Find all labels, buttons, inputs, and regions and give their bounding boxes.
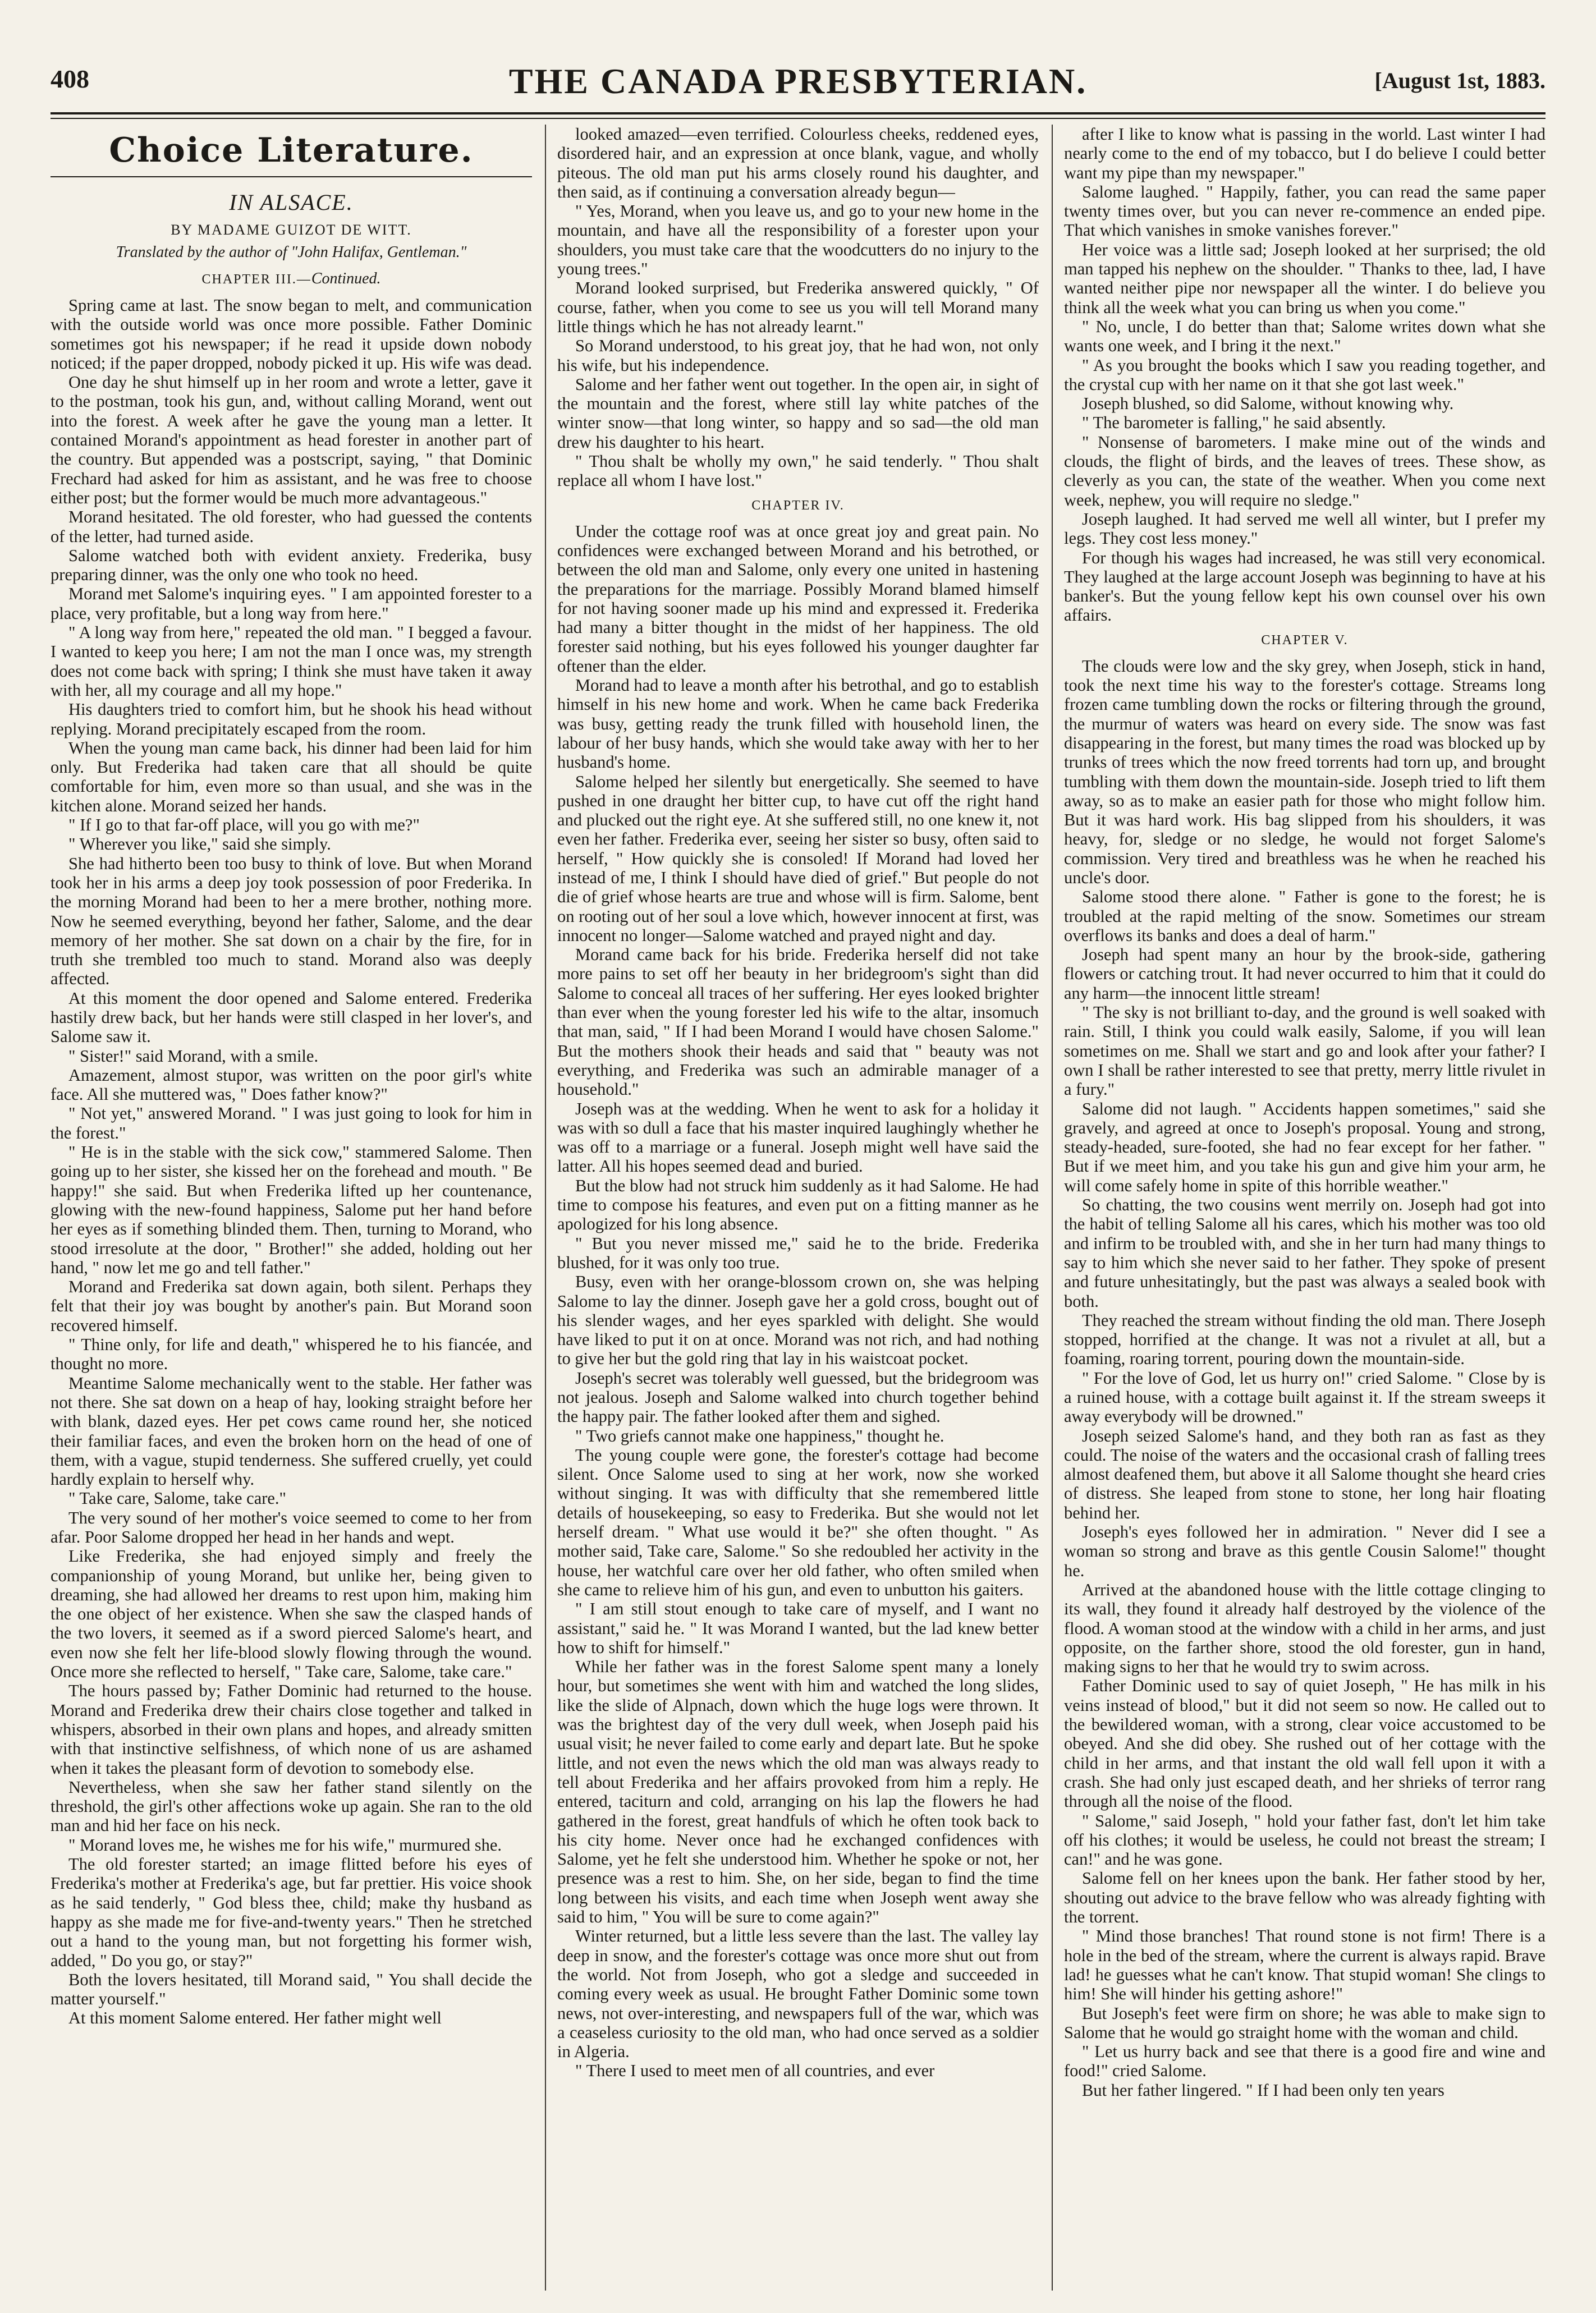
paragraph: Amazement, almost stupor, was written on the poor girl's white face. All she muttered was, " Does father know?" [51, 1065, 532, 1104]
paragraph: Busy, even with her orange-blossom crown on, she was helping Salome to lay the dinner. Joseph gave her a gold cross, bought out of his slender wages, and her eyes sparkled with delight. She would have liked to put it on at once. Morand was not rich, and had nothing to give her but the gold ring that lay in his waistcoat pocket. [557, 1272, 1039, 1369]
col1-body [51, 296, 532, 2028]
paragraph: " I am still stout enough to take care of myself, and I want no assistant," said he. " It was Morand I wanted, but the lad knew better how to shift for himself." [557, 1599, 1039, 1657]
masthead [51, 61, 1545, 112]
paragraph: " He is in the stable with the sick cow," stammered Salome. Then going up to her sister, she kissed her on the forehead and mouth. " Be happy!" she said. But when Frederika lifted up her countenance, glowing with the new-found happiness, Salome put her hand before her eyes as if something blinded them. Then, turning to Morand, who stood irresolute at the door, " Brother!" she added, holding out her hand, " now let me go and tell father." [51, 1142, 532, 1277]
paragraph: " Yes, Morand, when you leave us, and go to your new home in the mountain, and have all the responsibility of a forester upon your shoulders, you must take care that the woodcutters do no injury to the young trees." [557, 201, 1039, 279]
column-divider [545, 125, 546, 2291]
column-1 [51, 125, 532, 2291]
paragraph: They reached the stream without finding the old man. There Joseph stopped, horrified at the change. It was not a rivulet at all, but a foaming, roaring torrent, pouring down the mountain-side. [1064, 1310, 1545, 1369]
paragraph: " For the love of God, let us hurry on!" cried Salome. " Close by is a ruined house, with a cottage built against it. If the stream sweeps it away everybody will be drowned." [1064, 1368, 1545, 1426]
paragraph: She had hitherto been too busy to think of love. But when Morand took her in his arms a deep joy took possession of poor Frederika. In the morning Morand had been to her a mere brother, nothing more. Now he seemed everything, beyond her father, Salome, and the dear memory of her mother. She sat down on a chair by the fire, for in truth she trembled too much to stand. Morand also was deeply affected. [51, 853, 532, 989]
paragraph: " Thine only, for life and death," whispered he to his fiancée, and thought no more. [51, 1335, 532, 1374]
paragraph: Salome watched both with evident anxiety. Frederika, busy preparing dinner, was the only one who took no heed. [51, 545, 532, 585]
paragraph: " No, uncle, I do better than that; Salome writes down what she wants one week, and I bring it the next." [1064, 316, 1545, 356]
paragraph: But the blow had not struck him suddenly as it had Salome. He had time to compose his features, and even put on a fitting manner as he apologized for his long absence. [557, 1176, 1039, 1234]
section-title: Choice Literature. [51, 127, 532, 177]
col3-body [1064, 125, 1545, 625]
chapter-heading: CHAPTER III.—Continued. [201, 270, 381, 287]
paragraph: Nevertheless, when she saw her father stand silently on the threshold, the girl's other affections woke up again. She ran to the old man and hid her face on his neck. [51, 1777, 532, 1835]
column-2 [557, 125, 1039, 2291]
paragraph: When the young man came back, his dinner had been laid for him only. But Frederika had taken care that all should be quite comfortable for him, even more so than usual, and she was in the kitchen alone. Morand seized her hands. [51, 738, 532, 815]
chapter-3-title: CHAPTER III. [201, 272, 297, 287]
paragraph: Father Dominic used to say of quiet Joseph, " He has milk in his veins instead of blood," but it did not seem so now. He called out to the bewildered woman, with a strong, clear voice accustomed to be obeyed. And she did obey. She rushed out of her cottage with the child in her arms, and that instant the old wall fell upon it with a crash. She had only just escaped death, and her shrieks of terror rang through all the noise of the flood. [1064, 1676, 1545, 1811]
paragraph: Salome and her father went out together. In the open air, in sight of the mountain and the forest, where still lay white patches of the winter snow—that long winter, so happy and so sad—the old man drew his daughter to his heart. [557, 374, 1039, 452]
translator-credit: Translated by the author of "John Halifax, Gentleman." [116, 244, 467, 261]
paragraph: Joseph seized Salome's hand, and they both ran as fast as they could. The noise of the waters and the occasional crash of falling trees almost deafened them, but above it all Salome thought she heard cries of distress. She leaped from stone to stone, her long hair floating behind her. [1064, 1426, 1545, 1522]
paragraph: The clouds were low and the sky grey, when Joseph, stick in hand, took the next time his way to the forester's cottage. Streams long frozen came tumbling down the rocks or filtering through the ground, the murmur of waters was heard on every side. The snow was fast disappearing in the forest, but many times the road was blocked up by trunks of trees which the now freed torrents had torn up, and brought tumbling with them down the mountain-side. Joseph tried to lift them away, so as to make an easier path for those who might follow him. But it was hard work. His bag slipped from his shoulders, it was heavy, for, sledge or no sledge, he would not forget Salome's commission. Very tired and breathless was he when he reached his uncle's door. [1064, 656, 1545, 887]
paragraph: Winter returned, but a little less severe than the last. The valley lay deep in snow, and the forester's cottage was once more shut out from the world. Not from Joseph, who got a sledge and succeeded in coming every week as usual. He brought Father Dominic some town news, not over-interesting, and newspapers full of the war, which was a ceaseless curiosity to the old man, who had once served as a soldier in Algeria. [557, 1926, 1039, 2062]
paragraph: " Salome," said Joseph, " hold your father fast, don't let him take off his clothes; it would be useless, he could not breast the stream; I can!" and he was gone. [1064, 1811, 1545, 1869]
paragraph: " Wherever you like," said she simply. [68, 834, 331, 854]
paragraph: Under the cottage roof was at once great joy and great pain. No confidences were exchanged between Morand and his betrothed, or between the old man and Salome, only every one united in hastening the preparations for the marriage. Possibly Morand blamed himself for not having sooner made up his mind and expressed it. Frederika had many a bitter thought in the midst of her happiness. The old forester said nothing, but his eyes followed his younger daughter far oftener than the elder. [557, 521, 1039, 676]
paragraph: Morand hesitated. The old forester, who had guessed the contents of the letter, had turned aside. [51, 507, 532, 546]
col2-ch4-body [557, 522, 1039, 2081]
paragraph: Joseph's secret was tolerably well guessed, but the bridegroom was not jealous. Joseph and Salome walked into church together behind the happy pair. The father looked after them and sighed. [557, 1368, 1039, 1426]
paragraph: So chatting, the two cousins went merrily on. Joseph had got into the habit of telling Salome all his cares, which his mother was too old and infirm to be troubled with, and she in her turn had many things to say to him which she never said to her father. They spoke of present and future unhesitatingly, but the past was always a sealed book with both. [1064, 1195, 1545, 1311]
paragraph: At this moment Salome entered. Her father might well [68, 2008, 442, 2028]
paragraph: The young couple were gone, the forester's cottage had become silent. Once Salome used to sing at her work, now she worked without singing. It was with difficulty that she remembered little details of housekeeping, so easy to Frederika. But she would not let herself dream. " What use would it be?" she often thought. " As mother said, Take care, Salome." So she redoubled her activity in the house, her watchful care over her old father, who often smiled when she came to relieve him of his gun, and even to unbutton his gaiters. [557, 1445, 1039, 1599]
paragraph: " Two griefs cannot make one happiness," thought he. [575, 1426, 944, 1445]
paragraph: Joseph blushed, so did Salome, without knowing why. [1082, 394, 1454, 414]
paragraph: " A long way from here," repeated the old man. " I begged a favour. I wanted to keep you here; I am not the man I once was, my strength does not come back with spring; I think she must have taken it away with her, all my courage and all my hope." [51, 623, 532, 700]
paragraph: " The sky is not brilliant to-day, and the ground is well soaked with rain. Still, I think you could walk easily, Salome, if you will lean sometimes on me. Shall we start and go and look after your father? I own I shall be rather interested to see that pretty, merry little rivulet in a fury." [1064, 1003, 1545, 1099]
paragraph: " If I go to that far-off place, will you go with me?" [68, 815, 420, 835]
col2-body [557, 125, 1039, 490]
column-3 [1064, 125, 1545, 2291]
paragraph: The old forester started; an image flitted before his eyes of Frederika's mother at Frederika's age, but far prettier. His voice shook as he said tenderly, " God bless thee, child; make thy husband as happy as she made me for five-and-twenty years." Then he stretched out a hand to the young man, but not forgetting his former wish, added, " Do you go, or stay?" [51, 1855, 532, 1970]
paragraph: One day he shut himself up in her room and wrote a letter, gave it to the postman, took his gun, and, without calling Morand, went out into the forest. A week after he gave the young man a letter. It contained Morand's appointment as head forester in another part of the country. But appended was a postscript, saying, " that Dominic Frechard had asked for him as assistant, and he was free to choose either post; but the former would be much more advantageous." [51, 373, 532, 507]
paragraph: Both the lovers hesitated, till Morand said, " You shall decide the matter yourself." [51, 1970, 532, 2009]
paragraph: So Morand understood, to his great joy, that he had won, not only his wife, but his independence. [557, 336, 1039, 375]
paragraph: " Thou shalt be wholly my own," he said tenderly. " Thou shalt replace all whom I have lost." [557, 452, 1039, 490]
issue-date: [August 1st, 1883. [1374, 68, 1545, 93]
column-divider [1052, 125, 1053, 2291]
paragraph: " Let us hurry back and see that there is a good fire and wine and food!" cried Salome. [1064, 2042, 1545, 2081]
paragraph: " Mind those branches! That round stone is not firm! There is a hole in the bed of the stream, where the current is always rapid. Brave lad! he guesses what he can't know. That stupid woman! She clings to him! She will hinder his getting ashore!" [1064, 1926, 1545, 2004]
paragraph: Salome helped her silently but energetically. She seemed to have pushed in one draught her bitter cup, to have cut off the right hand and plucked out the right eye. At she suffered still, no one knew it, not even her father. Frederika ever, seeing her sister so busy, often said to herself, " How quickly she is consoled! If Morand had loved her instead of me, I think I should have died of grief." But people do not die of grief whose hearts are true and whose will is firm. Salome, bent on rooting out of her soul a love which, however innocent at first, was innocent no longer—Salome watched and prayed night and day. [557, 772, 1039, 945]
paragraph: At this moment the door opened and Salome entered. Frederika hastily drew back, but her hands were still clasped in her lover's, and Salome saw it. [51, 988, 532, 1047]
paragraph: Joseph was at the wedding. When he went to ask for a holiday it was with so dull a face that his master inquired laughingly whether he was off to a marriage or a funeral. Joseph might well have said the latter. All his hopes seemed dead and buried. [557, 1099, 1039, 1176]
paragraph: " There I used to meet men of all countries, and ever [575, 2061, 935, 2081]
publication-title: THE CANADA PRESBYTERIAN. [508, 61, 1088, 101]
chapter-5-heading: CHAPTER V. [1261, 632, 1349, 648]
paragraph: But her father lingered. " If I had been only ten years [1082, 2080, 1444, 2100]
paragraph: " The barometer is falling," he said absently. [1082, 413, 1386, 433]
paragraph: " Take care, Salome, take care." [68, 1489, 286, 1508]
paragraph: Salome stood there alone. " Father is gone to the forest; he is troubled at the rapid melting of the snow. Sometimes our stream overflows its banks and does a deal of harm." [1064, 887, 1545, 945]
paragraph: For though his wages had increased, he was still very economical. They laughed at the large account Joseph was beginning to have at his banker's. But the young fellow kept his own counsel over his own affairs. [1064, 548, 1545, 625]
paragraph: His daughters tried to comfort him, but he shook his head without replying. Morand precipitately escaped from the room. [51, 700, 532, 738]
paragraph: Joseph laughed. It had served me well all winter, but I prefer my legs. They cost less money." [1064, 509, 1545, 548]
paragraph: after I like to know what is passing in the world. Last winter I had nearly come to the end of my tobacco, but I do believe I could better want my pipe than my newspaper." [1064, 125, 1545, 182]
masthead-rule [51, 112, 1545, 114]
paragraph: " As you brought the books which I saw you reading together, and the crystal cup with her name on it that she got last week." [1064, 355, 1545, 394]
paragraph: Arrived at the abandoned house with the little cottage clinging to its wall, they found it already half destroyed by the violence of the flood. A woman stood at the window with a child in her arms, and just opposite, on the farther shore, stood the old forester, gun in hand, making signs to her that he would try to swim across. [1064, 1580, 1545, 1677]
paragraph: Meantime Salome mechanically went to the stable. Her father was not there. She sat down on a heap of hay, looking straight before her with blank, dazed eyes. Her pet cows came round her, she noticed their familiar faces, and even the broken horn on the head of one of them, with a vague, stupid tenderness. She suffered cruelly, yet could hardly explain to herself why. [51, 1373, 532, 1489]
col3-ch5-body [1064, 657, 1545, 2100]
chapter-3-continued: Continued. [311, 270, 381, 287]
paragraph: Morand and Frederika sat down again, both silent. Perhaps they felt that their joy was bought by another's pain. But Morand soon recovered himself. [51, 1277, 532, 1335]
paragraph: Morand met Salome's inquiring eyes. " I am appointed forester to a place, very profitable, but a long way from here." [51, 584, 532, 623]
paragraph: Morand had to leave a month after his betrothal, and go to establish himself in his new home and work. When he came back Frederika was busy, getting ready the trunk filled with household linen, the labour of her busy hands, which she would take away with her to her husband's home. [557, 676, 1039, 772]
paragraph: Salome did not laugh. " Accidents happen sometimes," said she gravely, and agreed at once to Joseph's proposal. Young and strong, steady-headed, sure-footed, she had no fear except for her father. " But if we meet him, and you take his gun and give him your arm, he will come safely home in spite of this horrible weather." [1064, 1099, 1545, 1195]
page-number: 408 [51, 65, 89, 93]
paragraph: But Joseph's feet were firm on shore; he was able to make sign to Salome that he would go straight home with the woman and child. [1064, 2003, 1545, 2042]
paragraph: Like Frederika, she had enjoyed simply and freely the companionship of young Morand, but unlike her, being given to dreaming, she had allowed her dreams to rest upon him, making him the one object of her existence. When she saw the clasped hands of the two lovers, it seemed as if a sword pierced Salome's heart, and even now she felt her life-blood slowly flowing through the wound. Once more she reflected to herself, " Take care, Salome, take care." [51, 1546, 532, 1682]
paragraph: Spring came at last. The snow began to melt, and communication with the outside world was once more possible. Father Dominic sometimes got his newspaper; if he read it upside down nobody noticed; if the paper dropped, nobody picked it up. His wife was dead. [51, 296, 532, 373]
byline: BY MADAME GUIZOT DE WITT. [171, 222, 412, 238]
paragraph: " Sister!" said Morand, with a smile. [68, 1046, 319, 1066]
paragraph: looked amazed—even terrified. Colourless cheeks, reddened eyes, disordered hair, and an expression at once blank, vague, and wholly piteous. The old man put his arms closely round his daughter, and then said, as if continuing a conversation already begun— [557, 125, 1039, 201]
chapter-4-heading: CHAPTER IV. [751, 498, 845, 513]
paragraph: The hours passed by; Father Dominic had returned to the house. Morand and Frederika drew their chairs close together and talked in whispers, absorbed in their own plans and hopes, and already smitten with that instinctive selfishness, of which none of us are ashamed when it takes the pleasant form of devotion to somebody else. [51, 1681, 532, 1778]
paragraph: Morand looked surprised, but Frederika answered quickly, " Of course, father, when you come to see us you will tell Morand many little things which he has not already learnt." [557, 278, 1039, 336]
paragraph: Her voice was a little sad; Joseph looked at her surprised; the old man tapped his nephew on the shoulder. " Thanks to thee, lad, I have wanted neither pipe nor newspaper all the winter. I do believe you think all the week what you can bring us when you come." [1064, 240, 1545, 317]
masthead-rule-thin [51, 118, 1545, 119]
paragraph: Salome fell on her knees upon the bank. Her father stood by her, shouting out advice to the brave fellow who was already fighting with the torrent. [1064, 1869, 1545, 1927]
paragraph: The very sound of her mother's voice seemed to come to her from afar. Poor Salome dropped her head in her hands and wept. [51, 1508, 532, 1546]
paragraph: " Not yet," answered Morand. " I was just going to look for him in the forest." [51, 1104, 532, 1142]
paragraph: While her father was in the forest Salome spent many a lonely hour, but sometimes she went with him and watched the long slides, like the slide of Alpnach, down which the huge logs were thrown. It was the brightest day of the very dull week, when Joseph paid his usual visit; he never failed to come early and depart late. But he spoke little, and not even the news which the old man was always ready to tell about Frederika and her affairs provoked from him a reply. He entered, taciturn and cold, arranging on his lap the flowers he had gathered in the forest, great handfuls of which he often took back to his city home. Never once had he exchanged confidences with Salome, yet he felt she understood him. Whether he spoke or not, her presence was a rest to him. She, on her side, began to find the time long between his visits, and each time when Joseph went away she said to him, " You will be sure to come again?" [557, 1657, 1039, 1927]
paragraph: Joseph had spent many an hour by the brook-side, gathering flowers or catching trout. It had never occurred to him that it could do any harm—the innocent little stream! [1064, 945, 1545, 1003]
story-title: IN ALSACE. [229, 190, 354, 215]
paragraph: " But you never missed me," said he to the bride. Frederika blushed, for it was only too true. [557, 1233, 1039, 1272]
paragraph: Salome laughed. " Happily, father, you can read the same paper twenty times over, but you can never re-commence an ended pipe. That which vanishes in smoke vanishes forever." [1064, 182, 1545, 240]
paragraph: Morand came back for his bride. Frederika herself did not take more pains to set off her beauty in her bridegroom's sight than did Salome to conceal all traces of her suffering. Her eyes looked brighter than ever when the young forester led his wife to the altar, insomuch that man, said, " If I had been Morand I would have chosen Salome." But the mothers shook their heads and said that " beauty was not everything, and Frederika was such an admirable manager of a household." [557, 945, 1039, 1099]
paragraph: " Morand loves me, he wishes me for his wife," murmured she. [68, 1835, 502, 1855]
paragraph: " Nonsense of barometers. I make mine out of the winds and clouds, the flight of birds, and the leaves of trees. These show, as cleverly as you can, the state of the weather. When you come next week, nephew, you will require no sledge." [1064, 432, 1545, 510]
paragraph: Joseph's eyes followed her in admiration. " Never did I see a woman so strong and brave as this gentle Cousin Salome!" thought he. [1064, 1522, 1545, 1580]
